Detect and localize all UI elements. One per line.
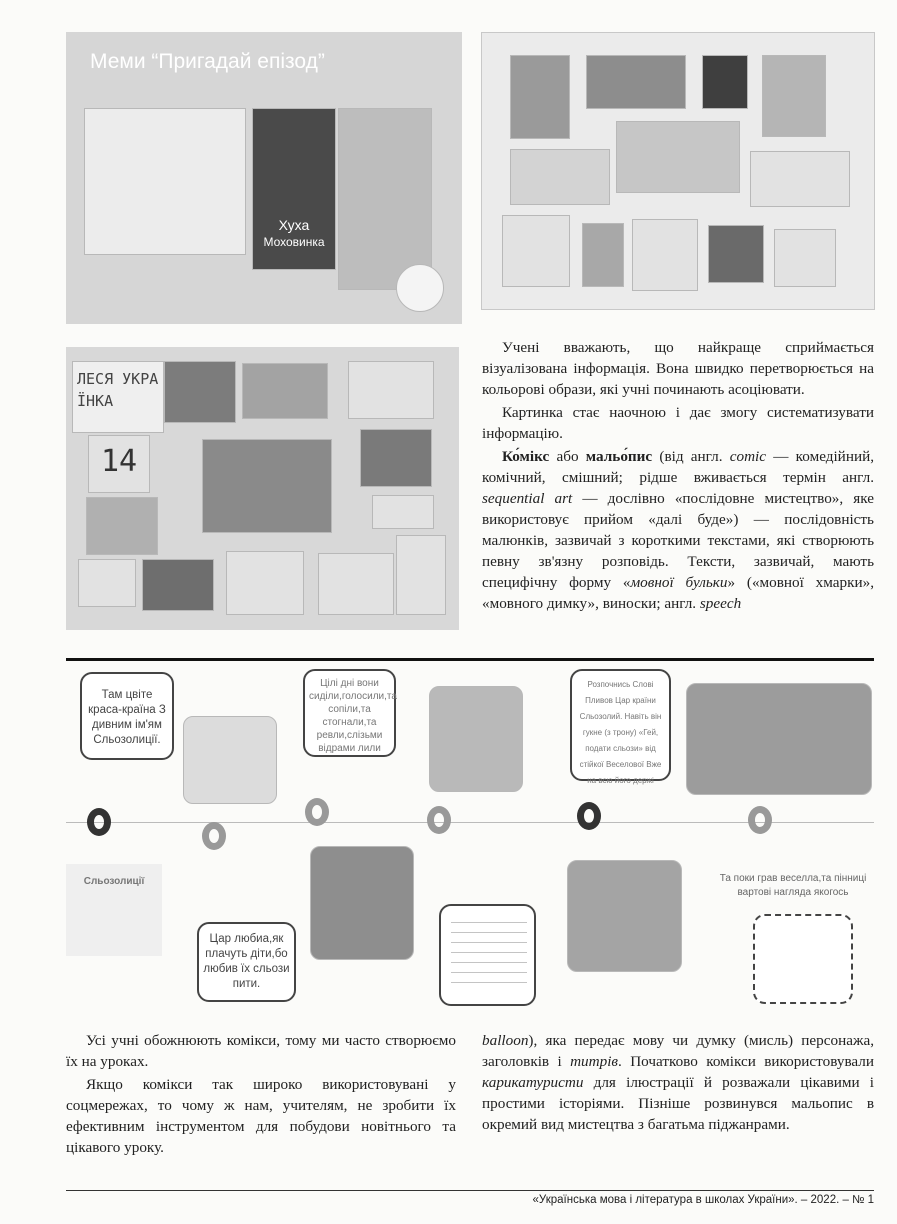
- paragraph-continued: [482, 1030, 874, 1135]
- sand-letters-text: ЛЕСЯ УКРАЇНКА: [77, 370, 159, 410]
- meme-slide-title: Меми “Пригадай епізод”: [90, 50, 325, 73]
- paragraph: Картинка стає наочною і дає змогу систематизувати інформацію.: [482, 404, 874, 442]
- speech-bubble-dashed: [753, 914, 853, 1004]
- text-span: — дослівно «послідовне мистецтво», яке використовує прийом «далі буде») — послідовність малюнків, зазвичай з короткими текстами, які створюють певну зв'язну розповідь. Тексти, зазвичай, мають специфічну форму «: [482, 490, 874, 591]
- comic-title-sign: Сльозолиції: [83, 876, 145, 887]
- timeline-ring-3: [305, 798, 329, 826]
- collage-book-3: [774, 229, 836, 287]
- collage-photo-tree: [582, 223, 624, 287]
- collage-photo-3: [702, 55, 748, 109]
- caption-text: Та поки грав веселла,та пінниці вартові нагляда якогось: [719, 873, 867, 898]
- paragraph: Учені вважають, що найкраще сприймається візуалізована інформація. Вона швидко перетворюється на кольорові образи, які учні починають асоціювати.: [482, 339, 874, 398]
- speech-bubble-4: Цар любиа,як плачуть діти,бо любив їх сльози пити.: [197, 922, 296, 1002]
- meme-image-face: [338, 108, 432, 290]
- timeline-ring-6: [748, 806, 772, 834]
- sand-letters: [72, 361, 164, 433]
- journal-footer: «Українська мова і література в школах України». – 2022. – № 1: [532, 1194, 874, 1206]
- term-komiks: Ко́мікс: [502, 448, 550, 465]
- meme-slide: [66, 32, 462, 324]
- meme-book-cover: [252, 108, 336, 270]
- text-span: ), яка передає мову чи думку (мисль) персонажа, заголовків і: [482, 1032, 874, 1070]
- paragraph: Усі учні обожнюють комікси, тому ми часто створюємо їх на уроках.: [66, 1032, 456, 1070]
- lesya-collage: [66, 347, 459, 630]
- collage-paper-2: [396, 535, 446, 615]
- portrait-collage: [481, 32, 875, 310]
- comic-frame-guards: [686, 683, 872, 795]
- speech-bubble-2: Цілі дні вони сиділи,голосили,та сопіли,та стогнали,та ревли,слізьми відрами лили: [303, 669, 396, 757]
- collage-hands: [226, 551, 304, 615]
- text-left-bottom: [66, 1030, 456, 1160]
- collage-photo-4: [762, 55, 826, 137]
- collage-winter: [142, 559, 214, 611]
- text-span: — комедійний, комічний, смішний; рідше вживається термін англ.: [482, 448, 874, 486]
- meme-image-hedgehog: [84, 108, 246, 255]
- collage-berries: [360, 429, 432, 487]
- section-divider: [66, 658, 874, 661]
- text-span: або: [549, 448, 586, 465]
- term-karykaturysty: карикатуристи: [482, 1074, 584, 1091]
- sticks-number: [88, 435, 150, 493]
- cover-title-1: Хуха: [278, 217, 310, 233]
- term-speech-bubble: мовної бульки: [630, 574, 728, 591]
- text-span: (від англ.: [652, 448, 730, 465]
- definition-paragraph: [482, 446, 874, 614]
- collage-flowers: [164, 361, 236, 423]
- term-titry: титрів: [570, 1053, 619, 1070]
- term-malopys: мальо́пис: [585, 448, 653, 465]
- timeline-ring-2: [202, 822, 226, 850]
- term-sequential-art: sequential art: [482, 490, 573, 507]
- collage-paper: [318, 553, 394, 615]
- text-right-bottom: [482, 1030, 874, 1137]
- collage-document-2: [372, 495, 434, 529]
- lesya-portrait: [202, 439, 332, 533]
- collage-photo-1: [510, 55, 570, 139]
- timeline-ring-1: [87, 808, 111, 836]
- collage-photo-center: [616, 121, 740, 193]
- sticks-number-text: 14: [100, 444, 138, 479]
- speech-bubble-blank: [439, 904, 536, 1006]
- term-balloon: balloon: [482, 1032, 529, 1049]
- collage-book-1: [632, 219, 698, 291]
- timeline-ring-4: [427, 806, 451, 834]
- term-speech: speech: [699, 595, 742, 612]
- comic-frame-king-2: [567, 860, 682, 972]
- collage-room: [348, 361, 434, 419]
- collage-document: [502, 215, 570, 287]
- comic-frame-king: [310, 846, 414, 960]
- collage-piano: [242, 363, 328, 419]
- text-span: для ілюстрації й розважали цікавими і простими історіями. Пізніше розвинувся мальопис в окремий вид мистецтва з багатьма піджанрами.: [482, 1074, 874, 1133]
- collage-photo-2: [586, 55, 686, 109]
- text-span: » («мовної хмарки», «мовного димку», виноски; англ.: [482, 574, 874, 612]
- collage-signature: [78, 559, 136, 607]
- bubble-faint-lines: [451, 922, 527, 992]
- comic-frame-king-window: [429, 686, 523, 792]
- collage-rose: [86, 497, 158, 555]
- collage-photo-ship: [750, 151, 850, 207]
- collage-book-2: [708, 225, 764, 283]
- speech-bubble-1: Там цвіте краса-країна З дивним ім'ям Сльозолиції.: [80, 672, 174, 760]
- term-comic: comic: [729, 448, 767, 465]
- comic-title-tower: [66, 864, 162, 956]
- text-span: . Початково комікси використовували: [618, 1053, 874, 1070]
- cover-title-2: Моховинка: [263, 235, 325, 249]
- collage-banknote: [510, 149, 610, 205]
- timeline-ring-5: [577, 802, 601, 830]
- footer-rule: [66, 1190, 874, 1191]
- flower-decoration: [396, 264, 444, 312]
- comic-frame-hand: [183, 716, 277, 804]
- intro-text-right: [482, 337, 874, 616]
- paragraph: Якщо комікси так широко використовувані у соцмережах, то чому ж нам, учителям, не зробити їх ефективним інструментом для побудови новітнього та цікавого уроку.: [66, 1076, 456, 1156]
- speech-bubble-3: Розпочнись Слові Пливов Цар країни Сльозолий. Навіть він гукне (з трону) «Гей, подати сльози» від стійкої Веселової Вже на всю його держі: [570, 669, 671, 781]
